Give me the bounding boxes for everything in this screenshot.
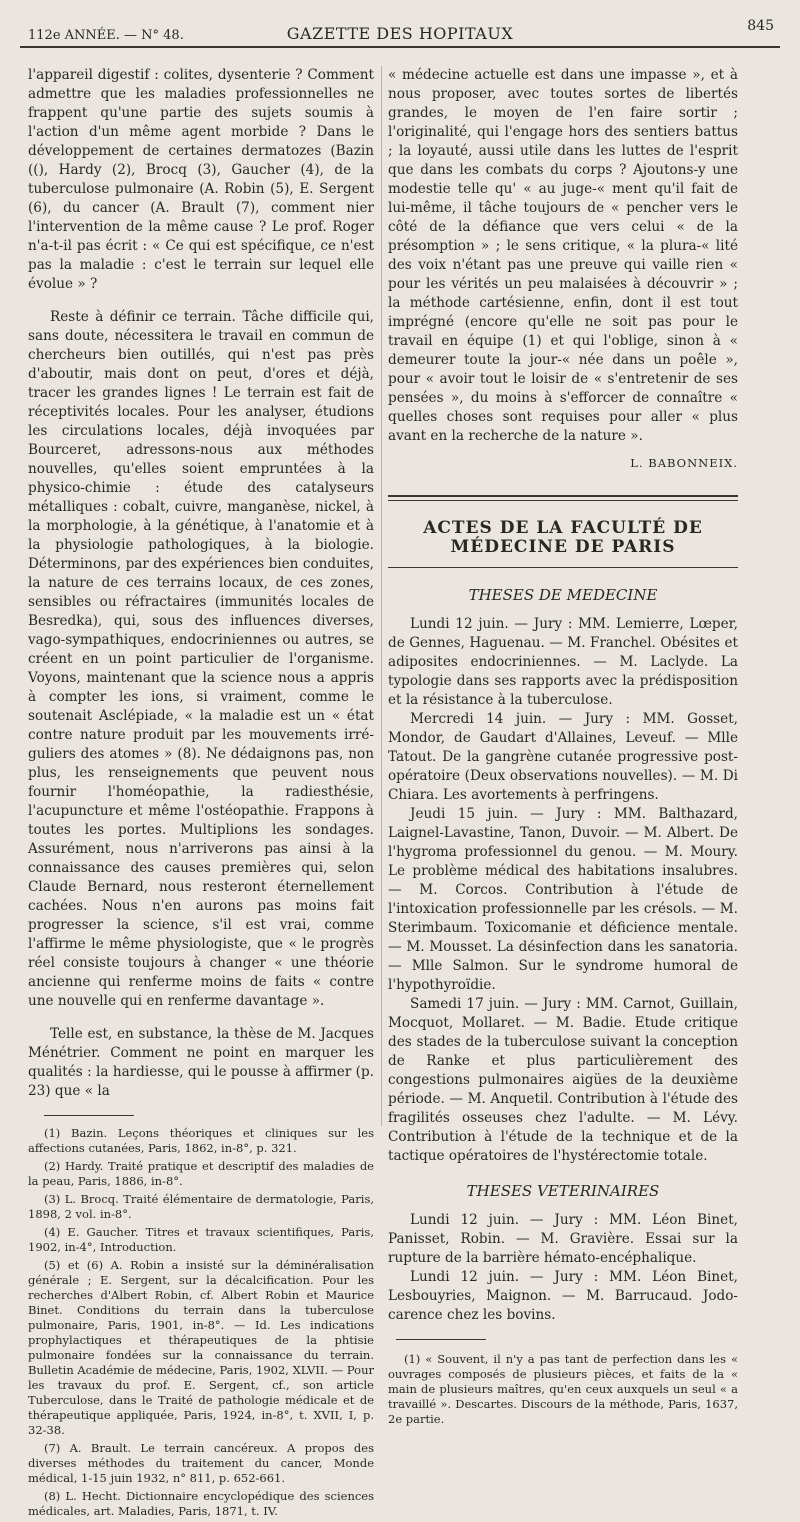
thesis-entry: Lundi 12 juin. — Jury : MM. Lemierre, Lœper, de Gennes, Haguenau. — M. Franchel. Obésites et adiposites endocriniennes. — M. Laclyde. La typologie dans ses rapports avec la prédisposition et la résistance à la tuberculose.: [388, 616, 738, 708]
thesis-entry: Mercredi 14 juin. — Jury : MM. Gosset, Mondor, de Gaudart d'Allaines, Leveuf. — Mlle Tatout. De la gangrène cutanée progressive post-opératoire (Deux observations nouvelles). — M. Di Chiara. Les avortements à perfringens.: [388, 711, 738, 803]
footnote: (7) A. Brault. Le terrain cancéreux. A propos des diverses méthodes du traitement du cancer, Monde médical, 1-15 juin 1932, n° 811, p. 652-661.: [28, 1441, 374, 1485]
footnote: (2) Hardy. Traité pratique et descriptif des maladies de la peau, Paris, 1886, in-8°.: [28, 1159, 374, 1188]
paragraph: Reste à définir ce terrain. Tâche difficile qui, sans doute, nécessitera le travail en commun de chercheurs bien outillés, qui n'est pas près d'aboutir, mais dont on peut, d'ores et déjà, tracer les grandes lignes ! Le terrain est fait de réceptivités locales. Pour les analyser, étudions les circulations locales, déjà invoquées par Bourceret, adressons-nous aux méthodes nouvelles, qu'elles soient empruntées à la physico-chimie : étude des catalyseurs métalliques : cobalt, cuivre, manganèse, nickel, à la morphologie, à la génétique, à l'anatomie et à la physiologie pathologiques, à la biologie. Déterminons, par des expériences bien conduites, la nature de ces terrains locaux, de ces zones, sensibles ou réfractaires (immunités locales de Besredka), qui, sous des influences diverses, vago-sympathiques, endocriniennes ou autres, se créent en un point particulier de l'organisme. Voyons, maintenant que la science nous a appris à compter les ions, si vraiment, comme le soutenait Asclépiade, « la maladie est un « état contre nature produit par les mouvements irré-guliers des atomes » (8). Ne dédaignons pas, non plus, les renseignements que peuvent nous fournir l'homéopathie, la radiesthésie, l'acupuncture et même l'ostéopathie. Frappons à toutes les portes. Multiplions les sondages. Assurément, nous n'arriverons pas ainsi à la connaissance des causes premières qui, selon Claude Bernard, nous resteront éternellement cachées. Nous n'en aurons pas moins fait progresser la science, s'il est vrai, comme l'affirme le même physiologiste, que « le progrès réel consiste toujours à changer « une théorie ancienne qui renferme moins de faits « contre une nouvelle qui en renferme davantage ».: [28, 309, 374, 1009]
thesis-entry: Lundi 12 juin. — Jury : MM. Léon Binet, Lesbouyries, Maignon. — M. Barrucaud. Jodo-carence chez les bovins.: [388, 1269, 738, 1323]
right-column: [388, 66, 738, 1430]
issue-number: 112e ANNÉE. — N° 48.: [28, 28, 184, 43]
theses-medecine-heading: THESES DE MEDECINE: [468, 586, 658, 604]
thesis-entry: Lundi 12 juin. — Jury : MM. Léon Binet, Panisset, Robin. — M. Gravière. Essai sur la rupture de la barrière hémato-encéphalique.: [388, 1212, 738, 1266]
footnote: (8) L. Hecht. Dictionnaire encyclopédique des sciences médicales, art. Maladies, Paris, 1871, t. IV.: [28, 1489, 374, 1518]
theses-vet-heading: THESES VETERINAIRES: [466, 1182, 660, 1200]
section-rule: [388, 495, 738, 501]
section-title: ACTES DE LA FACULTÉ DE MÉDECINE DE PARIS: [423, 518, 703, 557]
page-header: [20, 18, 780, 48]
left-column: [28, 66, 374, 1522]
footnote: (3) L. Brocq. Traité élémentaire de dermatologie, Paris, 1898, 2 vol. in-8°.: [28, 1192, 374, 1221]
footnote: (1) « Souvent, il n'y a pas tant de perfection dans les « ouvrages composés de plusieurs pièces, et faits de la « main de plusieurs maîtres, qu'en ceux auxquels un seul « a travaillé ». Descartes. Discours de la méthode, Paris, 1637, 2e partie.: [388, 1352, 738, 1426]
footnote: (1) Bazin. Leçons théoriques et cliniques sur les affections cutanées, Paris, 1862, in-8°, p. 321.: [28, 1126, 374, 1155]
section-underline: [388, 567, 738, 568]
footnote-rule: [44, 1115, 134, 1116]
footnotes: [28, 1126, 374, 1519]
author-signature: L. BABONNEIX.: [630, 456, 738, 470]
footnote-rule: [396, 1339, 486, 1340]
paragraph: « médecine actuelle est dans une impasse », et à nous proposer, avec toutes sortes de libertés grandes, le moyen de l'en faire sortir ; l'originalité, qui l'engage hors des sentiers battus ; la loyauté, aussi utile dans les luttes de l'esprit que dans les combats du corps ? Ajoutons-y une modestie telle qu' « au juge-« ment qu'il fait de lui-même, il tâche toujours de « pencher vers le côté de la défiance que vers celui « de la présomption » ; le sens critique, « la plura-« lité des voix n'étant pas une preuve qui vaille rien « pour les vérités un peu malaisées à découvrir » ; la méthode cartésienne, enfin, dont il est tout imprégné (encore qu'elle ne soit pas pour le travail en équipe (1) et qui l'oblige, sinon à « demeurer toute la jour-« née dans un poêle », pour « avoir tout le loisir de « s'entretenir de ses pensées », du moins à s'efforcer de connaître « quelles choses sont requises pour aller « plus avant en la recherche de la nature ».: [388, 67, 738, 444]
journal-title: GAZETTE DES HOPITAUX: [286, 24, 514, 43]
page-number: 845: [747, 18, 774, 34]
footnote: (5) et (6) A. Robin a insisté sur la déminéralisation générale ; E. Sergent, sur la décalcification. Pour les recherches d'Albert Robin, cf. Albert Robin et Maurice Binet. Conditions du terrain dans la tuberculose pulmonaire, Paris, 1901, in-8°. — Id. Les indications prophylactiques et thérapeutiques de la phtisie pulmonaire fondées sur la connaissance du terrain. Bulletin Académie de médecine, Paris, 1902, XLVII. — Pour les travaux du prof. E. Sergent, cf., son article Tuberculose, dans le Traité de pathologie médicale et de thérapeutique appliquée, Paris, 1924, in-8°, t. XVII, I, p. 32-38.: [28, 1258, 374, 1437]
thesis-entry: Samedi 17 juin. — Jury : MM. Carnot, Guillain, Mocquot, Mollaret. — M. Badie. Etude critique des stades de la tuberculose suivant la conception de Ranke et plus particulièrement des congestions pulmonaires aigües de la deuxième période. — M. Anquetil. Contribution à l'étude des fragilités osseuses chez l'adulte. — M. Lévy. Contribution à l'étude de la technique et de la tactique opératoires de l'hystérectomie totale.: [388, 996, 738, 1164]
footnotes: [388, 1352, 738, 1427]
paragraph: l'appareil digestif : colites, dysenterie ? Comment admettre que les maladies professionnelles ne frappent qu'une partie des sujets soumis à l'action d'un même agent morbide ? Dans le développement de certaines dermatozes (Bazin ((), Hardy (2), Brocq (3), Gaucher (4), de la tuberculose pulmonaire (A. Robin (5), E. Sergent (6), du cancer (A. Brault (7), comment nier l'intervention de la même cause ? Le prof. Roger n'a-t-il pas écrit : « Ce qui est spécifique, ce n'est pas la maladie : c'est le terrain sur lequel elle évolue » ?: [28, 67, 374, 292]
thesis-entry: Jeudi 15 juin. — Jury : MM. Balthazard, Laignel-Lavastine, Tanon, Duvoir. — M. Albert. De l'hygroma professionnel du genou. — M. Moury. Le problème médical des habitations insalubres. — M. Corcos. Contribution à l'étude de l'intoxication professionnelle par les crésols. — M. Sterimbaum. Toxicomanie et déficience mentale. — M. Mousset. La désinfection dans les sanatoria. — Mlle Salmon. Sur le syndrome humoral de l'hypothyroïdie.: [388, 806, 738, 993]
paragraph: Telle est, en substance, la thèse de M. Jacques Ménétrier. Comment ne point en marquer les qualités : la hardiesse, qui le pousse à affirmer (p. 23) que « la: [28, 1026, 374, 1099]
footnote: (4) E. Gaucher. Titres et travaux scientifiques, Paris, 1902, in-4°, Introduction.: [28, 1225, 374, 1254]
column-divider: [381, 66, 382, 1126]
